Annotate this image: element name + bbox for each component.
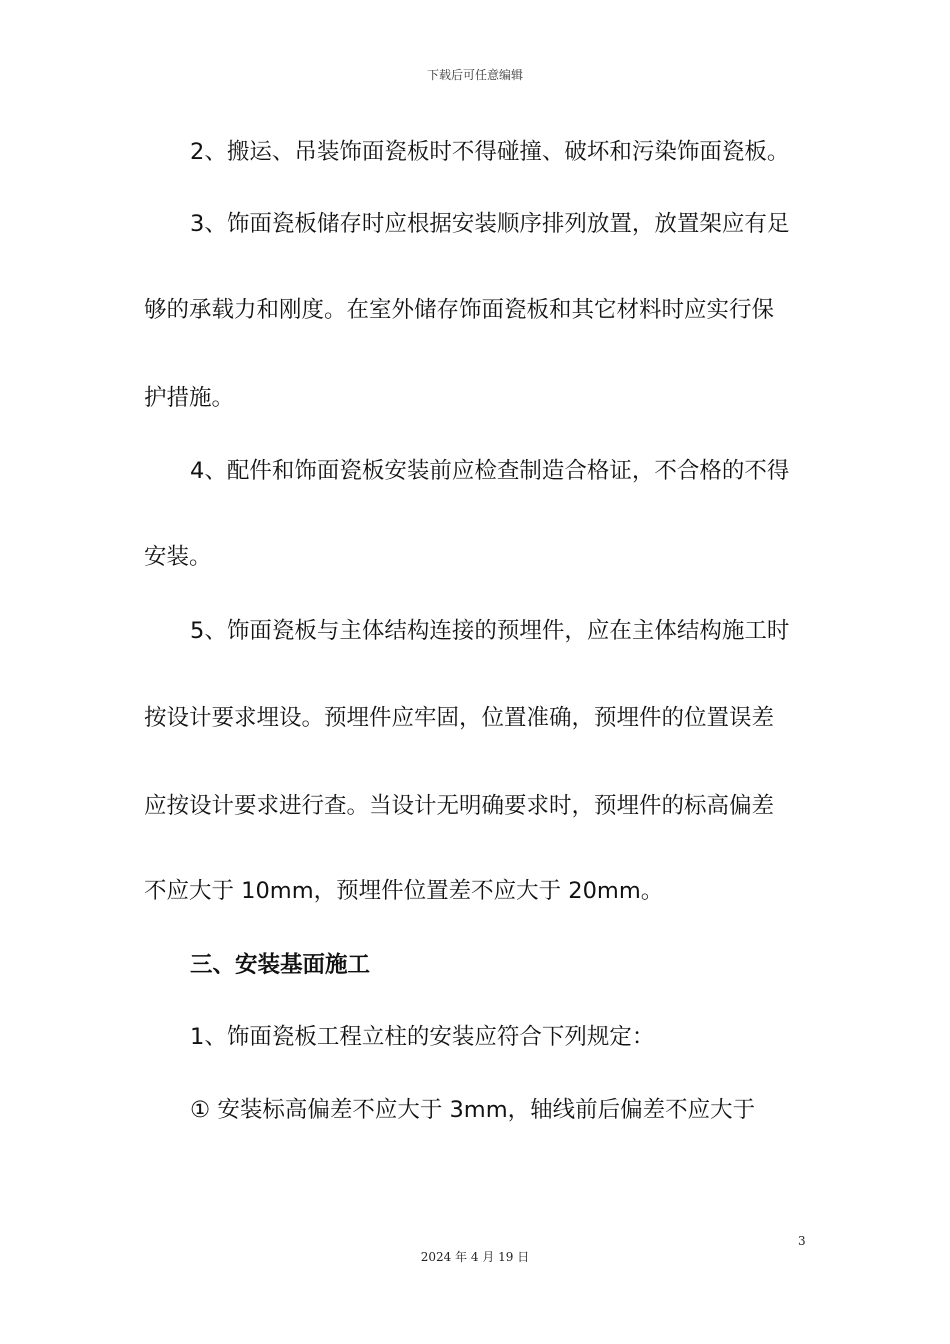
paragraph-line: 安装。 [144,544,212,570]
paragraph-line: 够的承载力和刚度。在室外储存饰面瓷板和其它材料时应实行保 [144,297,775,323]
paragraph-line: 2、搬运、吊装饰面瓷板时不得碰撞、破坏和污染饰面瓷板。 [190,139,790,165]
paragraph-line: 应按设计要求进行查。当设计无明确要求时，预埋件的标高偏差 [144,793,775,819]
paragraph-line: 不应大于 10mm，预埋件位置差不应大于 20mm。 [144,878,664,904]
paragraph-line: 3、饰面瓷板储存时应根据安装顺序排列放置，放置架应有足 [190,211,790,237]
paragraph-line: 4、配件和饰面瓷板安装前应检查制造合格证，不合格的不得 [190,458,790,484]
paragraph-line: ① 安装标高偏差不应大于 3mm，轴线前后偏差不应大于 [190,1097,756,1123]
header-note: 下载后可任意编辑 [426,68,523,82]
paragraph-line: 按设计要求埋设。预埋件应牢固，位置准确，预埋件的位置误差 [144,705,775,731]
footer-date: 2024 年 4 月 19 日 [420,1250,530,1264]
paragraph-line: 5、饰面瓷板与主体结构连接的预埋件，应在主体结构施工时 [190,618,790,644]
paragraph-line: 护措施。 [144,385,235,411]
section-heading: 三、安装基面施工 [190,952,371,978]
paragraph-line: 1、饰面瓷板工程立柱的安装应符合下列规定： [190,1024,655,1050]
page-number: 3 [798,1234,806,1248]
